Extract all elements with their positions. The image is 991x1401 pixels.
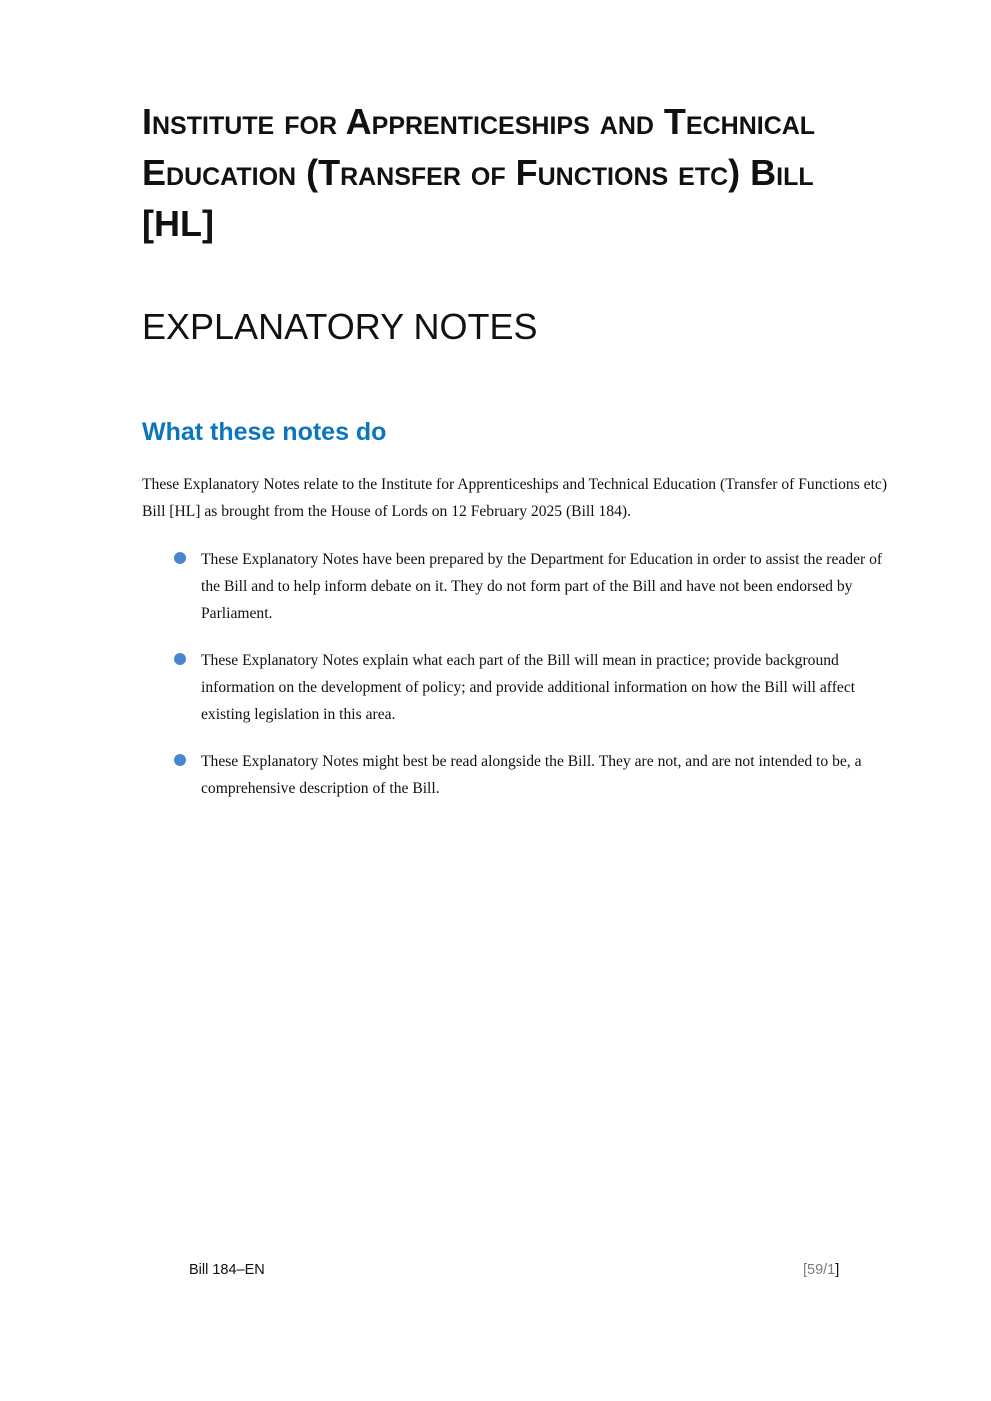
- footer-print-code: [803, 1260, 839, 1280]
- bullet-text: These Explanatory Notes explain what each part of the Bill will mean in practice; provide background information on the development of policy; and provide additional information on how the Bill will affect existing legislation in this area.: [201, 652, 856, 723]
- document-subtitle: EXPLANATORY NOTES: [142, 306, 538, 347]
- bullet-icon: [174, 754, 186, 766]
- intro-paragraph: These Explanatory Notes relate to the Institute for Apprenticeships and Technical Education (Transfer of Functions etc) Bill [HL] as brought from the House of Lords on 12 February 2025 (Bill 184).: [142, 476, 888, 520]
- section-heading: What these notes do: [142, 418, 387, 446]
- bullet-item: [170, 748, 900, 802]
- print-code-text: [59/1: [803, 1262, 836, 1278]
- bill-title: Institute for Apprenticeships and Technical Education (Transfer of Functions etc) Bill [HL]: [142, 101, 816, 244]
- bullet-icon: [174, 653, 186, 665]
- bullet-icon: [174, 552, 186, 564]
- bullet-item: [170, 546, 900, 627]
- bullet-text: These Explanatory Notes have been prepared by the Department for Education in order to assist the reader of the Bill and to help inform debate on it. They do not form part of the Bill and have not been endorsed by Parliament.: [201, 551, 883, 622]
- footer-bill-reference: Bill 184–EN: [189, 1262, 265, 1278]
- bullet-text: These Explanatory Notes might best be read alongside the Bill. They are not, and are not intended to be, a comprehensive description of the Bill.: [201, 753, 862, 797]
- explanatory-bullet-list: [170, 546, 900, 822]
- print-code-bracket: ]: [835, 1262, 840, 1278]
- bullet-item: [170, 647, 900, 728]
